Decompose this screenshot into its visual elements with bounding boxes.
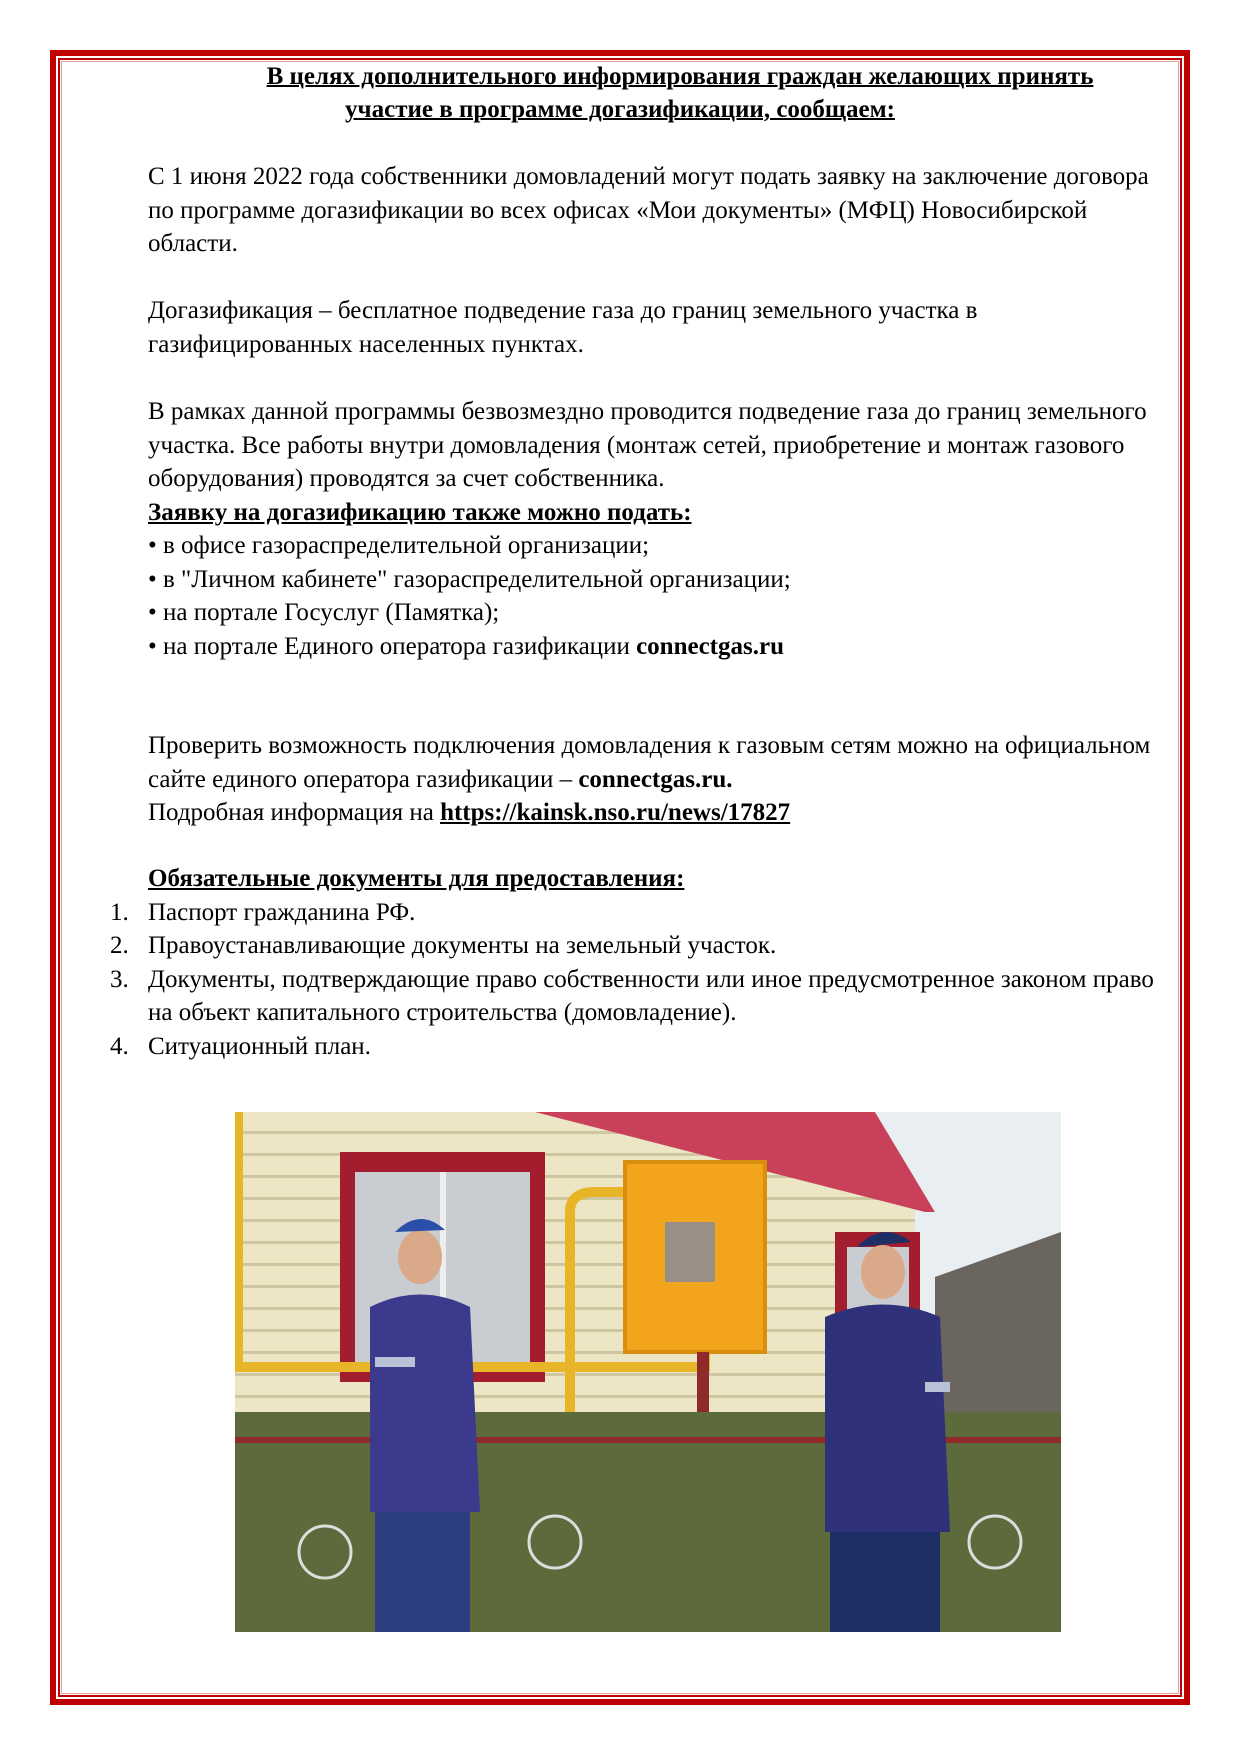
- page-title: [0, 60, 1240, 126]
- apply-heading: Заявку на догазификацию также можно подать:: [148, 498, 692, 526]
- document-item: [110, 929, 1168, 963]
- document-text: Документы, подтверждающие право собственности или иное предусмотренное законом право на объект капитального строительства (домовладение).: [148, 965, 1154, 1026]
- check-section: [148, 729, 1168, 830]
- document-number: 4.: [110, 1032, 129, 1060]
- page-title-line-1: В целях дополнительного информирования граждан желающих принять: [266, 63, 1094, 90]
- kainsk-news-link[interactable]: https://kainsk.nso.ru/news/17827: [440, 799, 791, 826]
- documents-heading: Обязательные документы для предоставления:: [148, 865, 685, 892]
- check-text: Проверить возможность подключения домовладения к газовым сетям можно на официальном сайте единого оператора газификации –: [148, 732, 1151, 793]
- intro-paragraph: [148, 160, 1168, 261]
- connectgas-site-link[interactable]: connectgas.ru.: [578, 765, 733, 793]
- paragraph-program: В рамках данной программы безвозмездно проводится подведение газа до границ земельного участка. Все работы внутри домовладения (монтаж сетей, приобретение и монтаж газового оборудования) проводятся за счет собственника.: [148, 398, 1147, 492]
- document-item: [110, 963, 1168, 1030]
- connectgas-link[interactable]: connectgas.ru: [636, 632, 784, 660]
- apply-item: • на портале Госуслуг (Памятка);: [148, 599, 500, 626]
- documents-section: [110, 862, 1168, 1063]
- document-text: Паспорт гражданина РФ.: [148, 898, 416, 926]
- gas-workers-photo: [235, 1112, 1061, 1632]
- document-item: [110, 1030, 1168, 1064]
- apply-item: [148, 630, 1168, 664]
- page-title-line-2: участие в программе догазификации, сообщаем:: [345, 96, 895, 123]
- apply-item: • в офисе газораспределительной организации;: [148, 532, 650, 559]
- document-text: Ситуационный план.: [148, 1032, 371, 1060]
- paragraph-definition: Догазификация – бесплатное подведение газа до границ земельного участка в газифицированных населенных пунктах.: [148, 297, 978, 358]
- program-paragraph: [148, 395, 1168, 663]
- document-item: [110, 896, 1168, 930]
- apply-item-text: • на портале Единого оператора газификации: [148, 632, 637, 660]
- apply-item: • в "Личном кабинете" газораспределительной организации;: [148, 565, 791, 593]
- document-text: Правоустанавливающие документы на земельный участок.: [148, 932, 777, 959]
- definition-paragraph: [148, 294, 1168, 361]
- paragraph-mfc: С 1 июня 2022 года собственники домовладений могут подать заявку на заключение договора по программе догазификации во всех офисах «Мои документы» (МФЦ) Новосибирской области.: [148, 163, 1149, 257]
- documents-list: [110, 896, 1168, 1064]
- photo-illustration: [235, 1112, 1061, 1632]
- more-info-label: Подробная информация на: [148, 799, 441, 826]
- document-number: 3.: [110, 965, 129, 993]
- document-number: 1.: [110, 898, 129, 926]
- document-number: 2.: [110, 932, 129, 959]
